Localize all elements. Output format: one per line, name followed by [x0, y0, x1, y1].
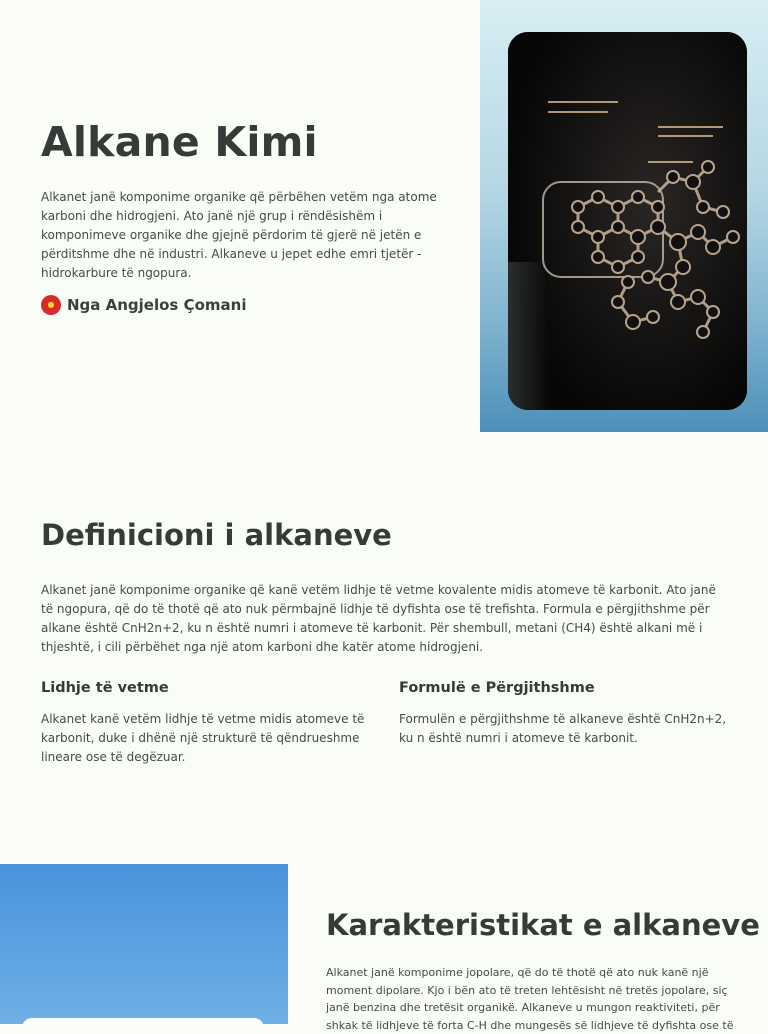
characteristics-title: Karakteristikat e alkaneve — [326, 908, 760, 942]
hero-image-panel — [480, 0, 768, 432]
author-name: Nga Angjelos Çomani — [67, 296, 247, 314]
single-bonds-text: Alkanet kanë vetëm lidhje të vetme midis atomeve të karbonit, duke i dhënë një strukturë të qëndrueshme lineare ose të degëzuar. — [41, 712, 365, 764]
characteristics-image-panel — [0, 864, 288, 1024]
characteristics-text: Alkanet janë komponime jopolare, që do të thotë që ato nuk kanë një moment dipolare. Kjo i bën ato të treten lehtësisht në tretës jopolare, siç janë benzina dhe tretësit organikë. Alkaneve u mungon reaktiviteti, për shkak të lidhjeve të forta C-H dhe mungesës së lidhjeve të dyfishta ose të — [326, 966, 734, 1032]
molecule-illustration — [508, 32, 747, 410]
single-bonds-column — [41, 680, 371, 767]
molecule-photo — [508, 32, 747, 410]
image-card — [22, 1018, 264, 1024]
single-bonds-heading: Lidhje të vetme — [41, 680, 169, 696]
general-formula-column — [399, 680, 729, 748]
hero-section — [0, 0, 768, 432]
page-title: Alkane Kimi — [41, 118, 318, 166]
definition-text: Alkanet janë komponime organike që kanë vetëm lidhje të vetme kovalente midis atomeve të karbonit. Ato janë të ngopura, që do të thotë që ato nuk përmbajnë lidhje të dyfishta ose të trefishta. Formula e përgjithshme për alkane është CnH2n+2, ku n është numri i atomeve të karbonit. Për shembull, metani (CH4) është alkani më i thjeshtë, i cili përbëhet nga një atom karboni dhe katër atome hidrogjeni. — [41, 583, 716, 654]
definition-title: Definicioni i alkaneve — [41, 518, 392, 552]
hero-description: Alkanet janë komponime organike që përbëhen vetëm nga atome karboni dhe hidrogjeni. Ato janë një grup i rëndësishëm i komponimeve organike dhe gjejnë përdorim të gjerë në jetën e përditshme dhe në industri. Alkaneve u jepet edhe emri tjetër - hidrokarbure të ngopura. — [41, 190, 437, 280]
general-formula-text: Formulën e përgjithshme të alkaneve është CnH2n+2, ku n është numri i atomeve të karbonit. — [399, 712, 727, 745]
author-avatar-icon: ● — [41, 295, 61, 315]
general-formula-heading: Formulë e Përgjithshme — [399, 680, 595, 696]
author-byline — [41, 295, 246, 315]
